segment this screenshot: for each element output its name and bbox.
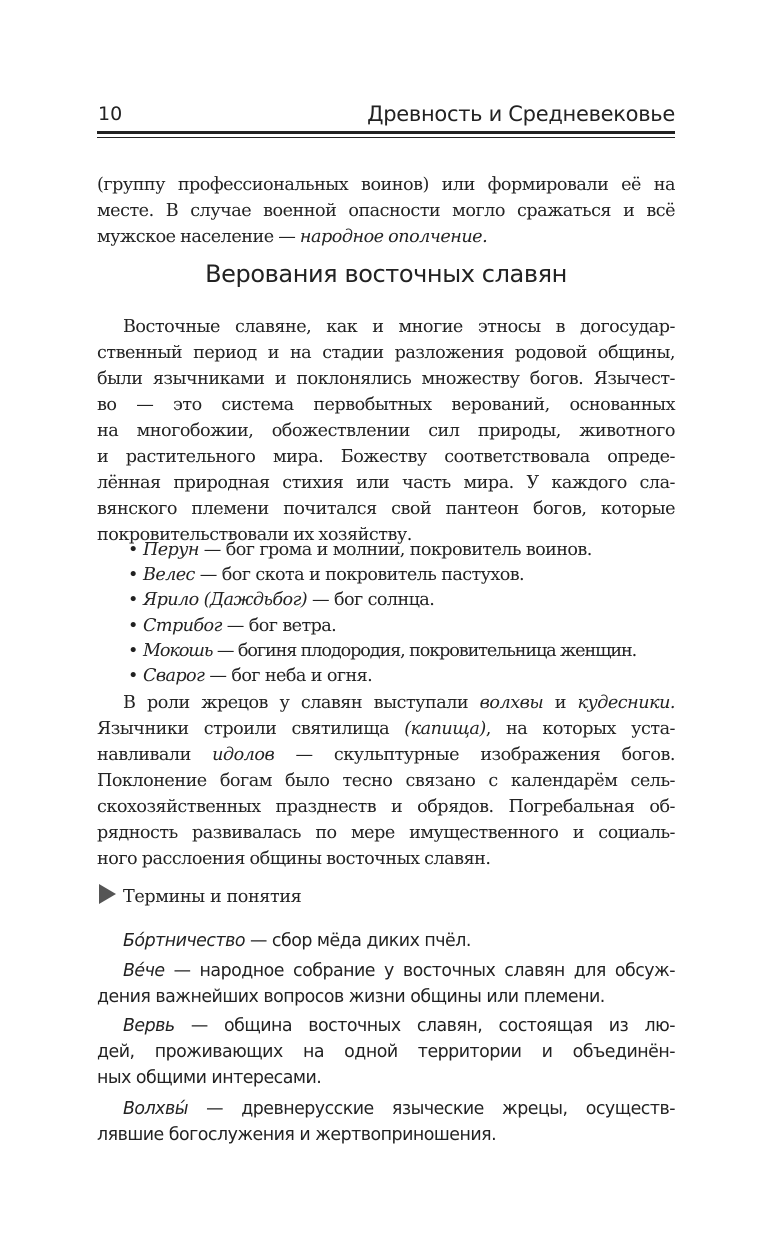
text-fragment: навливали: [97, 745, 213, 765]
page-number: 10: [98, 103, 123, 125]
text-line: [97, 1096, 675, 1122]
text-line: дения важнейших вопросов жизни общины или племени.: [97, 987, 605, 1007]
priests-paragraph: [97, 690, 675, 872]
list-item: [97, 563, 675, 588]
text-line: [97, 1013, 675, 1039]
text-fragment: В роли жрецов у славян выступали: [123, 693, 480, 713]
bullet: •: [128, 640, 138, 661]
text-line: дей, проживающих на одной территории и объединён-: [97, 1042, 675, 1062]
text-line: [97, 224, 675, 250]
emphasis: народное ополчение.: [299, 227, 488, 247]
emphasis: идолов: [212, 745, 275, 765]
term-entry: [97, 1096, 675, 1148]
list-item: [97, 538, 675, 563]
bullet: •: [128, 666, 138, 687]
beliefs-paragraph: [97, 314, 675, 548]
text-line: Восточные славяне, как и многие этносы в догосудар-: [123, 317, 675, 337]
text-line: [97, 928, 675, 954]
bullet: •: [128, 540, 138, 560]
triangle-marker-icon: [99, 884, 116, 904]
header-rule: [97, 131, 675, 134]
text-line: лённая природная стихия или часть мира. У каждого сла-: [97, 473, 675, 493]
gods-list: [97, 538, 675, 689]
term-definition: — сбор мёда диких пчёл.: [244, 931, 471, 951]
text-line: были язычниками и поклонялись множеству богов. Язычест-: [97, 369, 675, 389]
running-title: Древность и Средневековье: [367, 102, 675, 126]
text-line: рядность развивалась по мере имущественного и социаль-: [97, 823, 675, 843]
god-name: Велес: [143, 565, 195, 586]
text-line: на многобожии, обожествлении сил природы, животного: [97, 421, 675, 441]
term-definition: — община восточных славян, состоящая из лю-: [174, 1016, 675, 1036]
emphasis: (капища): [404, 719, 486, 739]
god-name: Стрибог: [143, 615, 222, 636]
list-item: [97, 614, 675, 639]
god-description: — бог грома и молнии, покровитель воинов.: [198, 540, 592, 560]
text-line: во — это система первобытных верований, основанных: [97, 395, 675, 415]
term-word: Ве́че: [123, 961, 165, 981]
bullet: •: [128, 565, 138, 586]
list-item: [97, 664, 675, 689]
bullet: •: [128, 590, 138, 611]
term-word: Волхвы́: [123, 1099, 188, 1119]
text-fragment: мужское население —: [97, 227, 300, 247]
header-rule-thin: [97, 137, 675, 138]
text-line: ного расслоения общины восточных славян.: [97, 849, 491, 869]
text-line: вянского племени почитался свой пантеон богов, которые: [97, 499, 675, 519]
terms-heading: [99, 884, 301, 910]
term-entry: [97, 928, 675, 954]
list-item: [97, 588, 675, 613]
text-fragment: — скульптурные изображения богов.: [274, 745, 675, 765]
text-line: Поклонение богам было тесно связано с календарём сель-: [97, 771, 675, 791]
term-word: Вервь: [123, 1016, 175, 1036]
text-line: лявшие богослужения и жертвоприношения.: [97, 1125, 497, 1145]
section-title: Верования восточных славян: [205, 260, 567, 288]
text-fragment: , на которых уста-: [485, 719, 675, 739]
god-description: — бог неба и огня.: [204, 666, 373, 687]
terms-heading-label: Термины и понятия: [123, 887, 302, 907]
text-fragment: Язычники строили святилища: [97, 719, 405, 739]
god-description: — бог ветра.: [221, 615, 337, 636]
text-fragment: и: [543, 693, 578, 713]
god-description: — бог скота и покровитель пастухов.: [194, 565, 525, 586]
text-line: ных общими интересами.: [97, 1068, 322, 1088]
text-line: ственный период и на стадии разложения родовой общины,: [97, 343, 675, 363]
text-line: [97, 958, 675, 984]
bullet: •: [128, 615, 138, 636]
god-name: Мокошь: [143, 640, 213, 661]
god-description: — богиня плодородия, покровительница женщин.: [212, 640, 637, 661]
page-header: [97, 100, 675, 134]
emphasis: волхвы: [479, 693, 544, 713]
list-item: [97, 639, 675, 664]
god-name: Ярило (Даждьбог): [143, 590, 308, 611]
term-entry: [97, 958, 675, 1010]
god-name: Перун: [143, 540, 199, 560]
text-line: [97, 690, 675, 716]
term-definition: — древнерусские языческие жрецы, осуществ-: [187, 1099, 675, 1119]
text-line: и растительного мира. Божеству соответствовала опреде-: [97, 447, 675, 467]
intro-paragraph: [97, 172, 675, 250]
text-line: скохозяйственных празднеств и обрядов. Погребальная об-: [97, 797, 675, 817]
text-line: месте. В случае военной опасности могло сражаться и всё: [97, 201, 675, 221]
text-line: [97, 716, 675, 742]
text-line: покровительствовали их хозяйству.: [97, 525, 412, 545]
god-description: — бог солнца.: [307, 590, 435, 611]
term-entry: [97, 1013, 675, 1091]
term-word: Бо́ртничество: [123, 931, 245, 951]
text-line: [97, 742, 675, 768]
god-name: Сварог: [143, 666, 205, 687]
term-definition: — народное собрание у восточных славян для обсуж-: [164, 961, 675, 981]
text-line: (группу профессиональных воинов) или формировали её на: [97, 175, 675, 195]
emphasis: кудесники.: [577, 693, 675, 713]
